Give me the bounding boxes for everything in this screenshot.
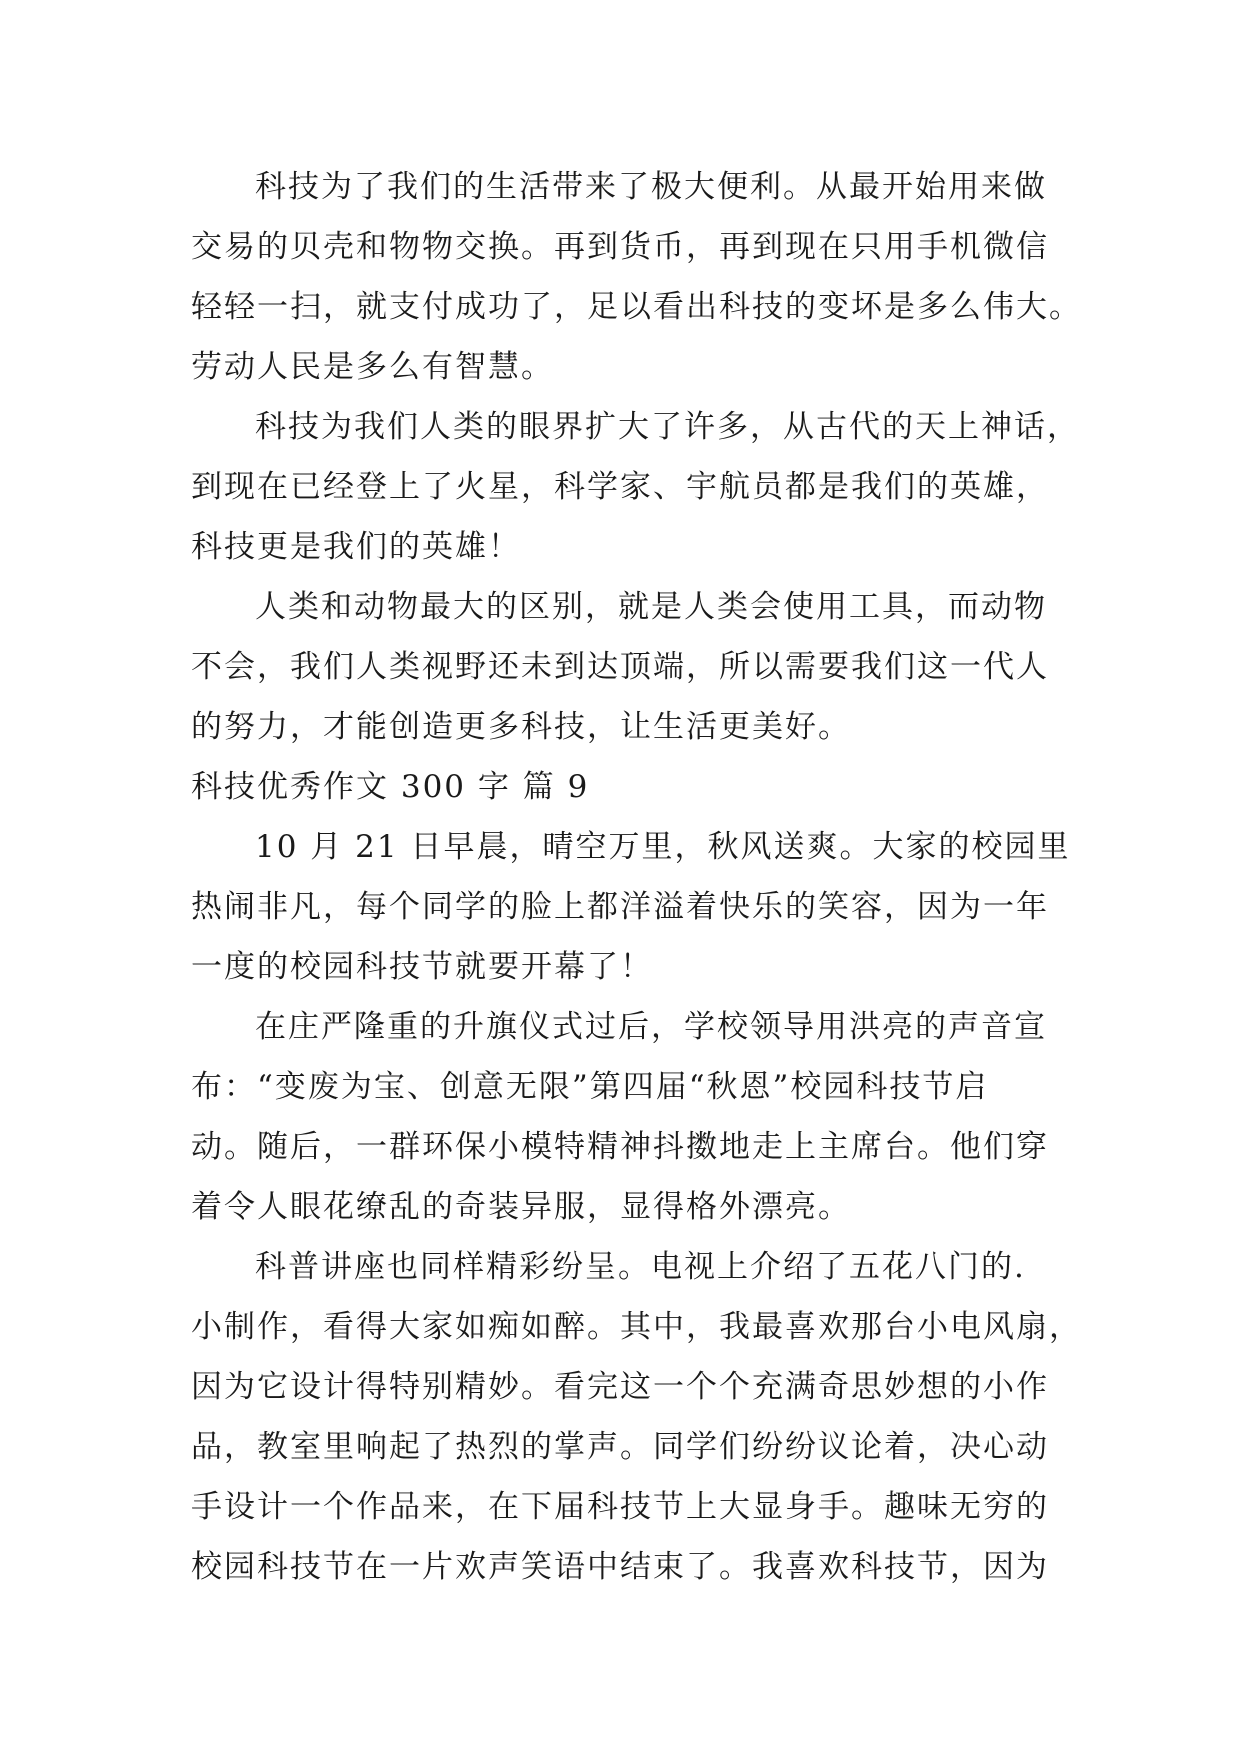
paragraph-line: 交易的贝壳和物物交换。再到货币，再到现在只用手机微信: [191, 229, 1049, 265]
document-body: [191, 157, 1082, 1597]
paragraph-line: 到现在已经登上了火星，科学家、宇航员都是我们的英雄，: [191, 469, 1049, 505]
paragraph-line: 10 月 21 日早晨，晴空万里，秋风送爽。大家的校园里: [255, 829, 1071, 865]
paragraph-line: 科技更是我们的英雄！: [191, 529, 521, 565]
paragraph-line: 动。随后，一群环保小模特精神抖擞地走上主席台。他们穿: [191, 1129, 1049, 1165]
paragraph-line: 校园科技节在一片欢声笑语中结束了。我喜欢科技节，因为: [191, 1549, 1049, 1585]
paragraph-line: 人类和动物最大的区别，就是人类会使用工具，而动物: [255, 589, 1047, 625]
paragraph-line: 手设计一个作品来，在下届科技节上大显身手。趣味无穷的: [191, 1489, 1049, 1525]
paragraph-line: 的努力，才能创造更多科技，让生活更美好。: [191, 709, 851, 745]
paragraph-line: 在庄严隆重的升旗仪式过后，学校领导用洪亮的声音宣: [255, 1009, 1047, 1045]
paragraph-line: 小制作，看得大家如痴如醉。其中，我最喜欢那台小电风扇，: [191, 1309, 1082, 1345]
paragraph-line: 着令人眼花缭乱的奇装异服，显得格外漂亮。: [191, 1189, 851, 1225]
paragraph-line: 不会，我们人类视野还未到达顶端，所以需要我们这一代人: [191, 649, 1049, 685]
paragraph-line: 一度的校园科技节就要开幕了！: [191, 949, 653, 985]
paragraph-line: 科技为了我们的生活带来了极大便利。从最开始用来做: [255, 169, 1047, 205]
paragraph-line: 热闹非凡，每个同学的脸上都洋溢着快乐的笑容，因为一年: [191, 889, 1049, 925]
paragraph-line: 因为它设计得特别精妙。看完这一个个充满奇思妙想的小作: [191, 1369, 1049, 1405]
paragraph-line: 布：“变废为宝、创意无限”第四届“秋恩”校园科技节启: [191, 1069, 989, 1105]
paragraph-line: 品，教室里响起了热烈的掌声。同学们纷纷议论着，决心动: [191, 1429, 1049, 1465]
paragraph-line: 科普讲座也同样精彩纷呈。电视上介绍了五花八门的.: [255, 1249, 1026, 1285]
paragraph-line: 劳动人民是多么有智慧。: [191, 349, 554, 385]
paragraph-line: 科技为我们人类的眼界扩大了许多，从古代的天上神话，: [255, 409, 1080, 445]
paragraph-line: 轻轻一扫，就支付成功了，足以看出科技的变坏是多么伟大。: [191, 289, 1082, 325]
section-heading: 科技优秀作文 300 字 篇 9: [191, 769, 590, 805]
